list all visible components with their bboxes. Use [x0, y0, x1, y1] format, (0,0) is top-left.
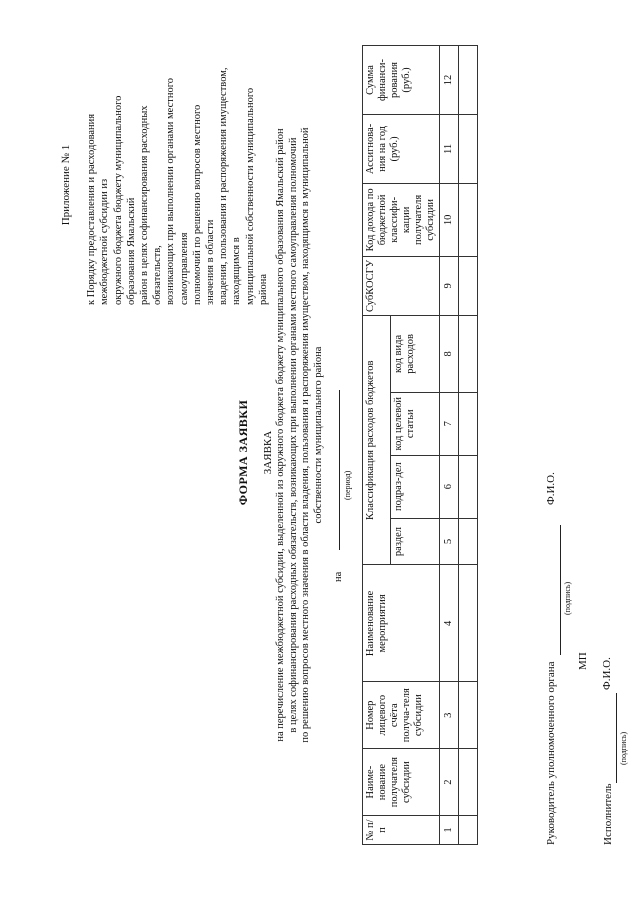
table-cell[interactable] — [459, 46, 478, 115]
col-header-account: Номер лицевого счёта получа-теля субсидии — [363, 682, 440, 749]
col-header-income-code: Код дохода по бюджетной классифи-кации получателя субсидии — [363, 183, 440, 256]
table-cell[interactable] — [459, 455, 478, 518]
table-cell[interactable] — [459, 816, 478, 845]
col-header-classification: Классификация расходов бюджетов — [363, 315, 391, 565]
executor-signature-caption: (подпись) — [619, 731, 628, 765]
zayavka-title: ЗАЯВКА — [262, 430, 274, 475]
col-number: 4 — [440, 565, 459, 682]
appendix-line: муниципальной собственности муниципального района — [244, 87, 269, 305]
col-number: 2 — [440, 749, 459, 816]
purpose-line: на перечисление межбюджетной субсидии, выделенной из окружного бюджета бюджету муниципального образования Ямальский район — [275, 128, 286, 742]
table-cell[interactable] — [459, 114, 478, 183]
executor-signature-line[interactable] — [616, 693, 617, 783]
table-cell[interactable] — [459, 256, 478, 315]
period-blank-line[interactable] — [339, 390, 340, 550]
application-table — [362, 45, 478, 845]
col-number: 3 — [440, 682, 459, 749]
appendix-heading: Приложение № 1 — [60, 144, 72, 226]
col-number: 5 — [440, 518, 459, 565]
col-number: 10 — [440, 183, 459, 256]
period-prefix: на — [333, 571, 344, 582]
col-header-no: № п/п — [363, 816, 440, 845]
form-title: ФОРМА ЗАЯВКИ — [236, 399, 250, 506]
col-header-subkosgu: СубКОСГУ — [363, 256, 440, 315]
table-cell[interactable] — [459, 749, 478, 816]
col-number: 1 — [440, 816, 459, 845]
col-header-podrazdel: подраз-дел — [391, 455, 440, 518]
col-header-target: код целевой статьи — [391, 392, 440, 455]
table-cell[interactable] — [459, 518, 478, 565]
application-purpose-text — [275, 105, 325, 765]
col-header-recipient: Наиме-нование получателя субсидии — [363, 749, 440, 816]
purpose-line: в целях софинансирования расходных обязательств, возникающих при выполнении органами местного самоуправления полномочий — [287, 137, 299, 733]
table-cell[interactable] — [459, 392, 478, 455]
col-header-financing: Сумма финанси-рования (руб.) — [363, 46, 440, 115]
head-signature-caption: (подпись) — [563, 581, 572, 615]
col-number: 6 — [440, 455, 459, 518]
table-cell[interactable] — [459, 682, 478, 749]
table-cell[interactable] — [459, 565, 478, 682]
purpose-line: собственности муниципального района — [312, 346, 324, 524]
col-header-expense-type: код вида расходов — [391, 315, 440, 392]
purpose-line: по решению вопросов местного значения в области владения, пользования и распоряжения имуществом, находящимся в муниципальной — [300, 127, 312, 743]
col-number: 11 — [440, 114, 459, 183]
executor-label: Исполнитель — [602, 783, 614, 845]
appendix-line: владения, пользования и распоряжения имуществом, находящимся в — [218, 67, 243, 305]
col-number: 9 — [440, 256, 459, 315]
col-header-razdel: раздел — [391, 518, 440, 565]
table-cell[interactable] — [459, 315, 478, 392]
table-cell[interactable] — [459, 183, 478, 256]
appendix-line: район в целях софинансирования расходных обязательств, — [139, 105, 164, 305]
table-row — [459, 46, 478, 845]
seal-placeholder: МП — [577, 652, 589, 670]
head-signature-line[interactable] — [560, 525, 561, 655]
executor-fio-label: Ф.И.О. — [601, 657, 613, 690]
col-number: 12 — [440, 46, 459, 115]
appendix-line: полномочий по решению вопросов местного значения в области — [191, 104, 217, 305]
col-number: 7 — [440, 392, 459, 455]
appendix-line: возникающих при выполнении органами местного самоуправления — [165, 77, 190, 305]
appendix-line: к Порядку предоставления и расходования межбюджетной субсидии из — [86, 113, 111, 305]
col-header-event: Наименование мероприятия — [363, 565, 440, 682]
appendix-line: окружного бюджета бюджету муниципального образования Ямальский — [112, 95, 137, 305]
head-signature-label: Руководитель уполномоченного органа — [545, 661, 557, 845]
head-fio-label: Ф.И.О. — [545, 472, 557, 505]
col-number: 8 — [440, 315, 459, 392]
period-caption: (период) — [343, 470, 352, 500]
col-header-allocation: Ассигнова-ния на год (руб.) — [363, 114, 440, 183]
